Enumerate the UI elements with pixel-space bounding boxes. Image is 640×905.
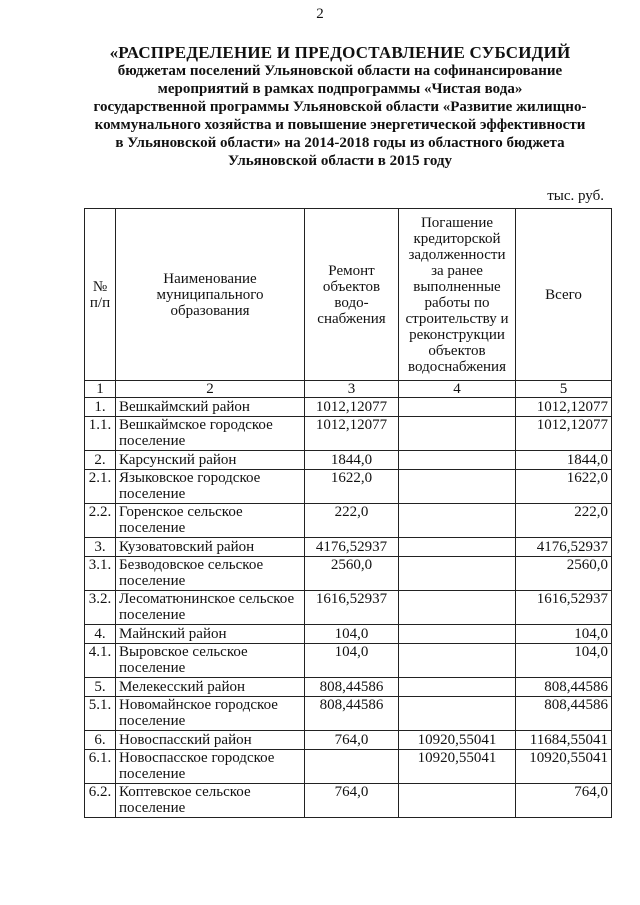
table-row (85, 731, 612, 750)
row-debt-value (399, 784, 516, 818)
title-line: Ульяновской области в 2015 году (228, 153, 452, 169)
column-number: 3 (305, 381, 399, 398)
header-total: Всего (516, 209, 612, 381)
row-debt-value: 10920,55041 (399, 750, 516, 784)
row-total-value: 222,0 (516, 504, 612, 538)
row-repair-value: 764,0 (305, 731, 399, 750)
table-row (85, 784, 612, 818)
row-number: 2.1. (85, 470, 116, 504)
row-total-value: 104,0 (516, 625, 612, 644)
row-debt-value (399, 625, 516, 644)
row-name: Выровское сельское поселение (116, 644, 305, 678)
row-debt-value: 10920,55041 (399, 731, 516, 750)
table-row (85, 625, 612, 644)
row-name: Вешкаймский район (116, 398, 305, 417)
header-repair: Ремонт объектов водо- снабжения (305, 209, 399, 381)
row-debt-value (399, 697, 516, 731)
row-number: 5.1. (85, 697, 116, 731)
row-name: Майнский район (116, 625, 305, 644)
row-name: Мелекесский район (116, 678, 305, 697)
row-repair-value: 222,0 (305, 504, 399, 538)
table-row (85, 678, 612, 697)
row-number: 5. (85, 678, 116, 697)
row-total-value: 2560,0 (516, 557, 612, 591)
currency-unit: тыс. руб. (547, 188, 604, 204)
header-name: Наименование муниципального образования (116, 209, 305, 381)
row-number: 6.2. (85, 784, 116, 818)
row-debt-value (399, 470, 516, 504)
row-repair-value: 764,0 (305, 784, 399, 818)
row-repair-value: 1012,12077 (305, 417, 399, 451)
row-repair-value: 2560,0 (305, 557, 399, 591)
table-row (85, 697, 612, 731)
table-row (85, 417, 612, 451)
table-row (85, 504, 612, 538)
table-row (85, 591, 612, 625)
row-total-value: 4176,52937 (516, 538, 612, 557)
row-repair-value: 4176,52937 (305, 538, 399, 557)
row-number: 4.1. (85, 644, 116, 678)
row-total-value: 1012,12077 (516, 398, 612, 417)
row-total-value: 764,0 (516, 784, 612, 818)
row-name: Лесоматюнинское сельское поселение (116, 591, 305, 625)
column-number: 1 (85, 381, 116, 398)
column-number: 2 (116, 381, 305, 398)
row-debt-value (399, 417, 516, 451)
row-total-value: 11684,55041 (516, 731, 612, 750)
row-total-value: 1622,0 (516, 470, 612, 504)
row-debt-value (399, 678, 516, 697)
row-debt-value (399, 504, 516, 538)
table-row (85, 538, 612, 557)
row-number: 3.2. (85, 591, 116, 625)
row-repair-value: 1012,12077 (305, 398, 399, 417)
row-total-value: 10920,55041 (516, 750, 612, 784)
row-total-value: 104,0 (516, 644, 612, 678)
table-row (85, 750, 612, 784)
row-name: Новоспасский район (116, 731, 305, 750)
title-line: коммунального хозяйства и повышение энергетической эффективности (94, 117, 586, 133)
column-number-row (85, 381, 612, 398)
row-name: Безводовское сельское поселение (116, 557, 305, 591)
title-line: в Ульяновской области» на 2014-2018 годы из областного бюджета (115, 135, 565, 151)
table-row (85, 398, 612, 417)
title-line: бюджетам поселений Ульяновской области на софинансирование (117, 63, 563, 79)
row-repair-value (305, 750, 399, 784)
column-number: 5 (516, 381, 612, 398)
row-number: 3.1. (85, 557, 116, 591)
page-number: 2 (316, 6, 324, 22)
row-total-value: 808,44586 (516, 678, 612, 697)
row-name: Коптевское сельское поселение (116, 784, 305, 818)
row-total-value: 1012,12077 (516, 417, 612, 451)
row-number: 1.1. (85, 417, 116, 451)
row-repair-value: 1616,52937 (305, 591, 399, 625)
row-debt-value (399, 451, 516, 470)
row-name: Новоспасское городское поселение (116, 750, 305, 784)
row-number: 6.1. (85, 750, 116, 784)
column-number: 4 (399, 381, 516, 398)
table-row (85, 557, 612, 591)
title-line: мероприятий в рамках подпрограммы «Чистая вода» (157, 81, 523, 97)
row-total-value: 808,44586 (516, 697, 612, 731)
header-num: № п/п (85, 209, 116, 381)
row-debt-value (399, 538, 516, 557)
row-repair-value: 808,44586 (305, 678, 399, 697)
row-repair-value: 1844,0 (305, 451, 399, 470)
row-repair-value: 104,0 (305, 625, 399, 644)
row-debt-value (399, 398, 516, 417)
row-name: Новомайнское городское поселение (116, 697, 305, 731)
row-number: 4. (85, 625, 116, 644)
row-repair-value: 808,44586 (305, 697, 399, 731)
row-repair-value: 1622,0 (305, 470, 399, 504)
row-name: Кузоватовский район (116, 538, 305, 557)
table-row (85, 644, 612, 678)
header-debt: Погашение кредиторской задолженности за ранее выполненные работы по строительству и реконструкции объектов водоснабжения (399, 209, 516, 381)
table-row (85, 470, 612, 504)
table-header-row (85, 209, 612, 381)
row-name: Карсунский район (116, 451, 305, 470)
title-line: государственной программы Ульяновской области «Развитие жилищно- (93, 99, 587, 115)
row-debt-value (399, 557, 516, 591)
document-title (60, 44, 620, 170)
row-number: 2.2. (85, 504, 116, 538)
row-number: 2. (85, 451, 116, 470)
row-number: 3. (85, 538, 116, 557)
row-total-value: 1616,52937 (516, 591, 612, 625)
row-name: Вешкаймское городское поселение (116, 417, 305, 451)
row-debt-value (399, 591, 516, 625)
row-number: 1. (85, 398, 116, 417)
title-line: «РАСПРЕДЕЛЕНИЕ И ПРЕДОСТАВЛЕНИЕ СУБСИДИЙ (109, 43, 571, 62)
table-row (85, 451, 612, 470)
subsidy-table (84, 208, 612, 818)
row-name: Горенское сельское поселение (116, 504, 305, 538)
row-name: Языковское городское поселение (116, 470, 305, 504)
row-debt-value (399, 644, 516, 678)
row-total-value: 1844,0 (516, 451, 612, 470)
row-number: 6. (85, 731, 116, 750)
row-repair-value: 104,0 (305, 644, 399, 678)
